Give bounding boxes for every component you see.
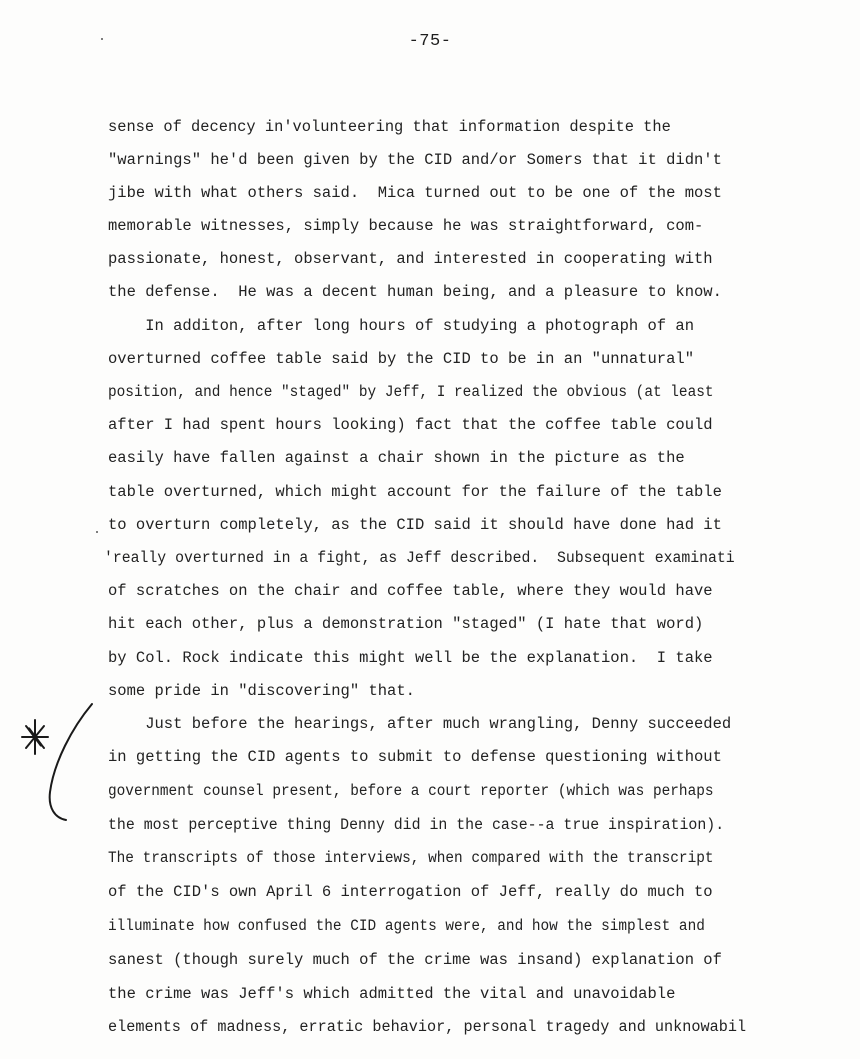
- text-line: In additon, after long hours of studying a photograph of an: [108, 317, 694, 335]
- text-line: of scratches on the chair and coffee table, where they would have: [108, 582, 713, 600]
- text-line: sanest (though surely much of the crime was insand) explanation of: [108, 951, 722, 969]
- text-line: passionate, honest, observant, and interested in cooperating with: [108, 250, 713, 268]
- text-line: elements of madness, erratic behavior, personal tragedy and unknowabil: [108, 1018, 747, 1036]
- text-line: of the CID's own April 6 interrogation of Jeff, really do much to: [108, 883, 713, 901]
- text-line: in getting the CID agents to submit to defense questioning without: [108, 748, 722, 766]
- page-number: -75-: [408, 32, 452, 51]
- text-line: position, and hence "staged" by Jeff, I realized the obvious (at least: [108, 383, 714, 401]
- text-line: hit each other, plus a demonstration "staged" (I hate that word): [108, 615, 704, 633]
- text-line: jibe with what others said. Mica turned out to be one of the most: [108, 184, 722, 202]
- text-line: the crime was Jeff's which admitted the vital and unavoidable: [108, 985, 676, 1003]
- text-line: "warnings" he'd been given by the CID and/or Somers that it didn't: [108, 151, 722, 169]
- scan-speck: [96, 531, 98, 533]
- text-line: illuminate how confused the CID agents were, and how the simplest and: [108, 917, 705, 935]
- text-line: the defense. He was a decent human being, and a pleasure to know.: [108, 283, 722, 301]
- text-line: government counsel present, before a court reporter (which was perhaps: [108, 782, 714, 800]
- text-line: sense of decency in'volunteering that information despite the: [108, 118, 671, 136]
- text-line: table overturned, which might account for the failure of the table: [108, 483, 722, 501]
- text-line: The transcripts of those interviews, when compared with the transcript: [108, 849, 714, 867]
- text-line: to overturn completely, as the CID said it should have done had it: [108, 516, 722, 534]
- text-line: the most perceptive thing Denny did in the case--a true inspiration).: [108, 816, 725, 834]
- text-line: easily have fallen against a chair shown in the picture as the: [108, 449, 685, 467]
- scan-speck: [101, 38, 103, 40]
- text-line: some pride in "discovering" that.: [108, 682, 415, 700]
- text-line: by Col. Rock indicate this might well be the explanation. I take: [108, 649, 713, 667]
- text-line: overturned coffee table said by the CID to be in an "unnatural": [108, 350, 694, 368]
- text-line: memorable witnesses, simply because he was straightforward, com-: [108, 217, 704, 235]
- text-line: Just before the hearings, after much wrangling, Denny succeeded: [108, 715, 732, 733]
- text-line: after I had spent hours looking) fact that the coffee table could: [108, 416, 713, 434]
- text-line: 'really overturned in a fight, as Jeff described. Subsequent examinati: [104, 549, 735, 567]
